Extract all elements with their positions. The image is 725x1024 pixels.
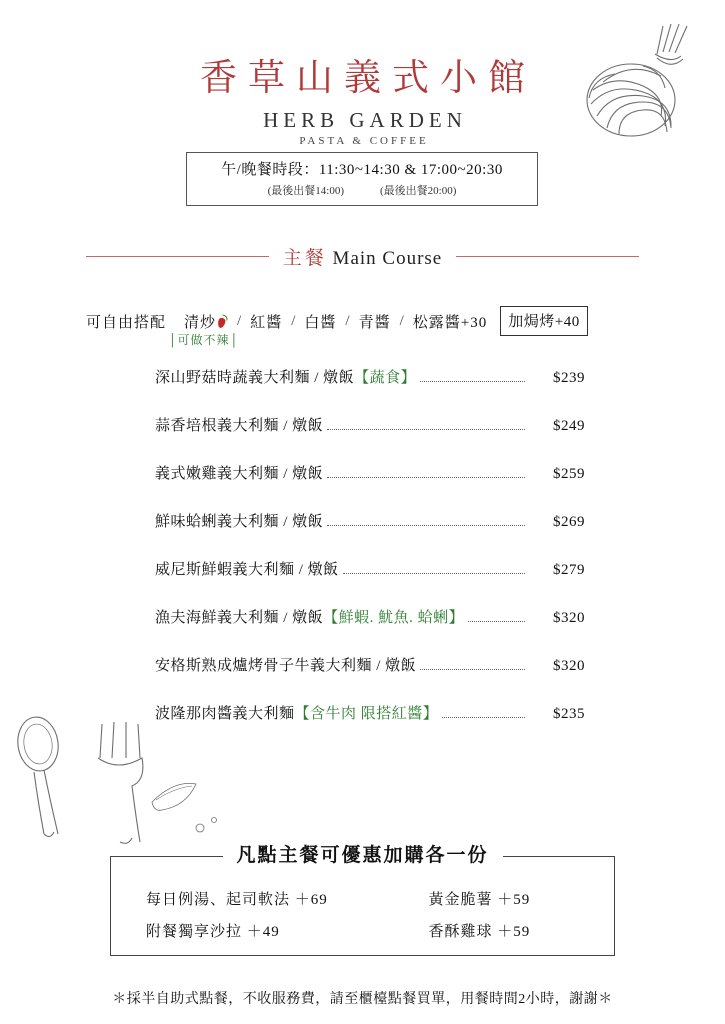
menu-item-row [155,654,585,702]
sauce-option-0: 清炒 [184,314,217,331]
service-note: ＊採半自助式點餐，不收服務費，請至櫃檯點餐買單，用餐時間2小時，謝謝＊ [112,992,613,1007]
menu-item-tag: 【含牛肉 限搭紅醬】 [294,706,439,722]
sauce-separator-2: / [345,312,350,329]
addon-list [110,888,615,941]
chili-icon [217,315,228,328]
menu-item-row [155,366,585,414]
section-title-english: Main Course [332,248,443,269]
menu-item-row [155,702,585,750]
menu-item-name: 波隆那肉醬義大利麵 [155,706,295,722]
dot-leader [327,525,525,526]
sauce-option-2: 白醬 [304,314,337,331]
section-title [283,243,442,270]
baked-upgrade-option: 加焗烤+40 [500,306,587,336]
sauce-options-label: 可自由搭配 [86,314,167,331]
menu-item-tag: 【蔬食】 [354,370,417,386]
sauce-separator-1: / [291,312,296,329]
menu-item-name: 威尼斯鮮蝦義大利麵 / 燉飯 [155,562,339,578]
menu-item-price: $239 [553,370,585,386]
sauce-option-3: 青醬 [358,314,391,331]
divider-left [86,256,269,257]
menu-item-price: $259 [553,466,585,482]
last-order-dinner: (最後出餐20:00) [380,185,457,197]
dot-leader [442,717,525,718]
dot-leader [420,669,525,670]
menu-item-row [155,510,585,558]
opening-hours-text: 午/晚餐時段：11:30~14:30 & 17:00~20:30 [221,162,503,178]
divider-right [456,256,639,257]
menu-item-row [155,606,585,654]
menu-item-price: $249 [553,418,585,434]
brand-name-english: HERB GARDEN [263,108,467,133]
main-course-section-header [86,243,639,270]
restaurant-header [0,56,725,147]
menu-item-price: $279 [553,562,585,578]
sauce-separator-0: / [237,312,242,329]
last-order-notes [193,182,531,198]
dot-leader [420,381,525,382]
last-order-lunch: (最後出餐14:00) [267,185,344,197]
addon-item: 每日例湯、起司軟法 ＋69 [146,892,328,908]
menu-item-price: $320 [553,658,585,674]
menu-item-row [155,558,585,606]
menu-item-price: $320 [553,610,585,626]
sauce-separator-3: / [399,312,404,329]
opening-hours-box [186,152,538,206]
addon-item: 黃金脆薯 ＋59 [428,892,531,908]
menu-item-price: $269 [553,514,585,530]
section-title-chinese: 主餐 [282,248,327,269]
main-course-list [155,366,585,750]
menu-item-name: 漁夫海鮮義大利麵 / 燉飯 [155,610,324,626]
menu-item-row [155,462,585,510]
menu-item-price: $235 [553,706,585,722]
menu-item-name: 鮮味蛤蜊義大利麵 / 燉飯 [155,514,324,530]
menu-item-name: 蒜香培根義大利麵 / 燉飯 [155,418,324,434]
dot-leader [468,621,525,622]
addon-title: 凡點主餐可優惠加購各一份 [222,840,502,867]
brand-tagline: PASTA & COFFEE [299,135,429,148]
brand-name-chinese: 香草山義式小館 [200,58,536,99]
addon-item: 香酥雞球 ＋59 [428,924,531,940]
menu-item-name: 義式嫩雞義大利麵 / 燉飯 [155,466,324,482]
no-spicy-note: │可做不辣│ [168,333,240,347]
dot-leader [327,477,525,478]
dot-leader [343,573,525,574]
menu-item-tag: 【鮮蝦. 魷魚. 蛤蜊】 [323,610,465,626]
sauce-option-1: 紅醬 [250,314,283,331]
menu-item-row [155,414,585,462]
menu-item-name: 安格斯熟成爐烤骨子牛義大利麵 / 燉飯 [155,658,417,674]
sauce-option-4: 松露醬+30 [412,314,488,331]
addon-item: 附餐獨享沙拉 ＋49 [146,924,280,940]
menu-item-name: 深山野菇時蔬義大利麵 / 燉飯 [155,370,355,386]
dot-leader [327,429,525,430]
